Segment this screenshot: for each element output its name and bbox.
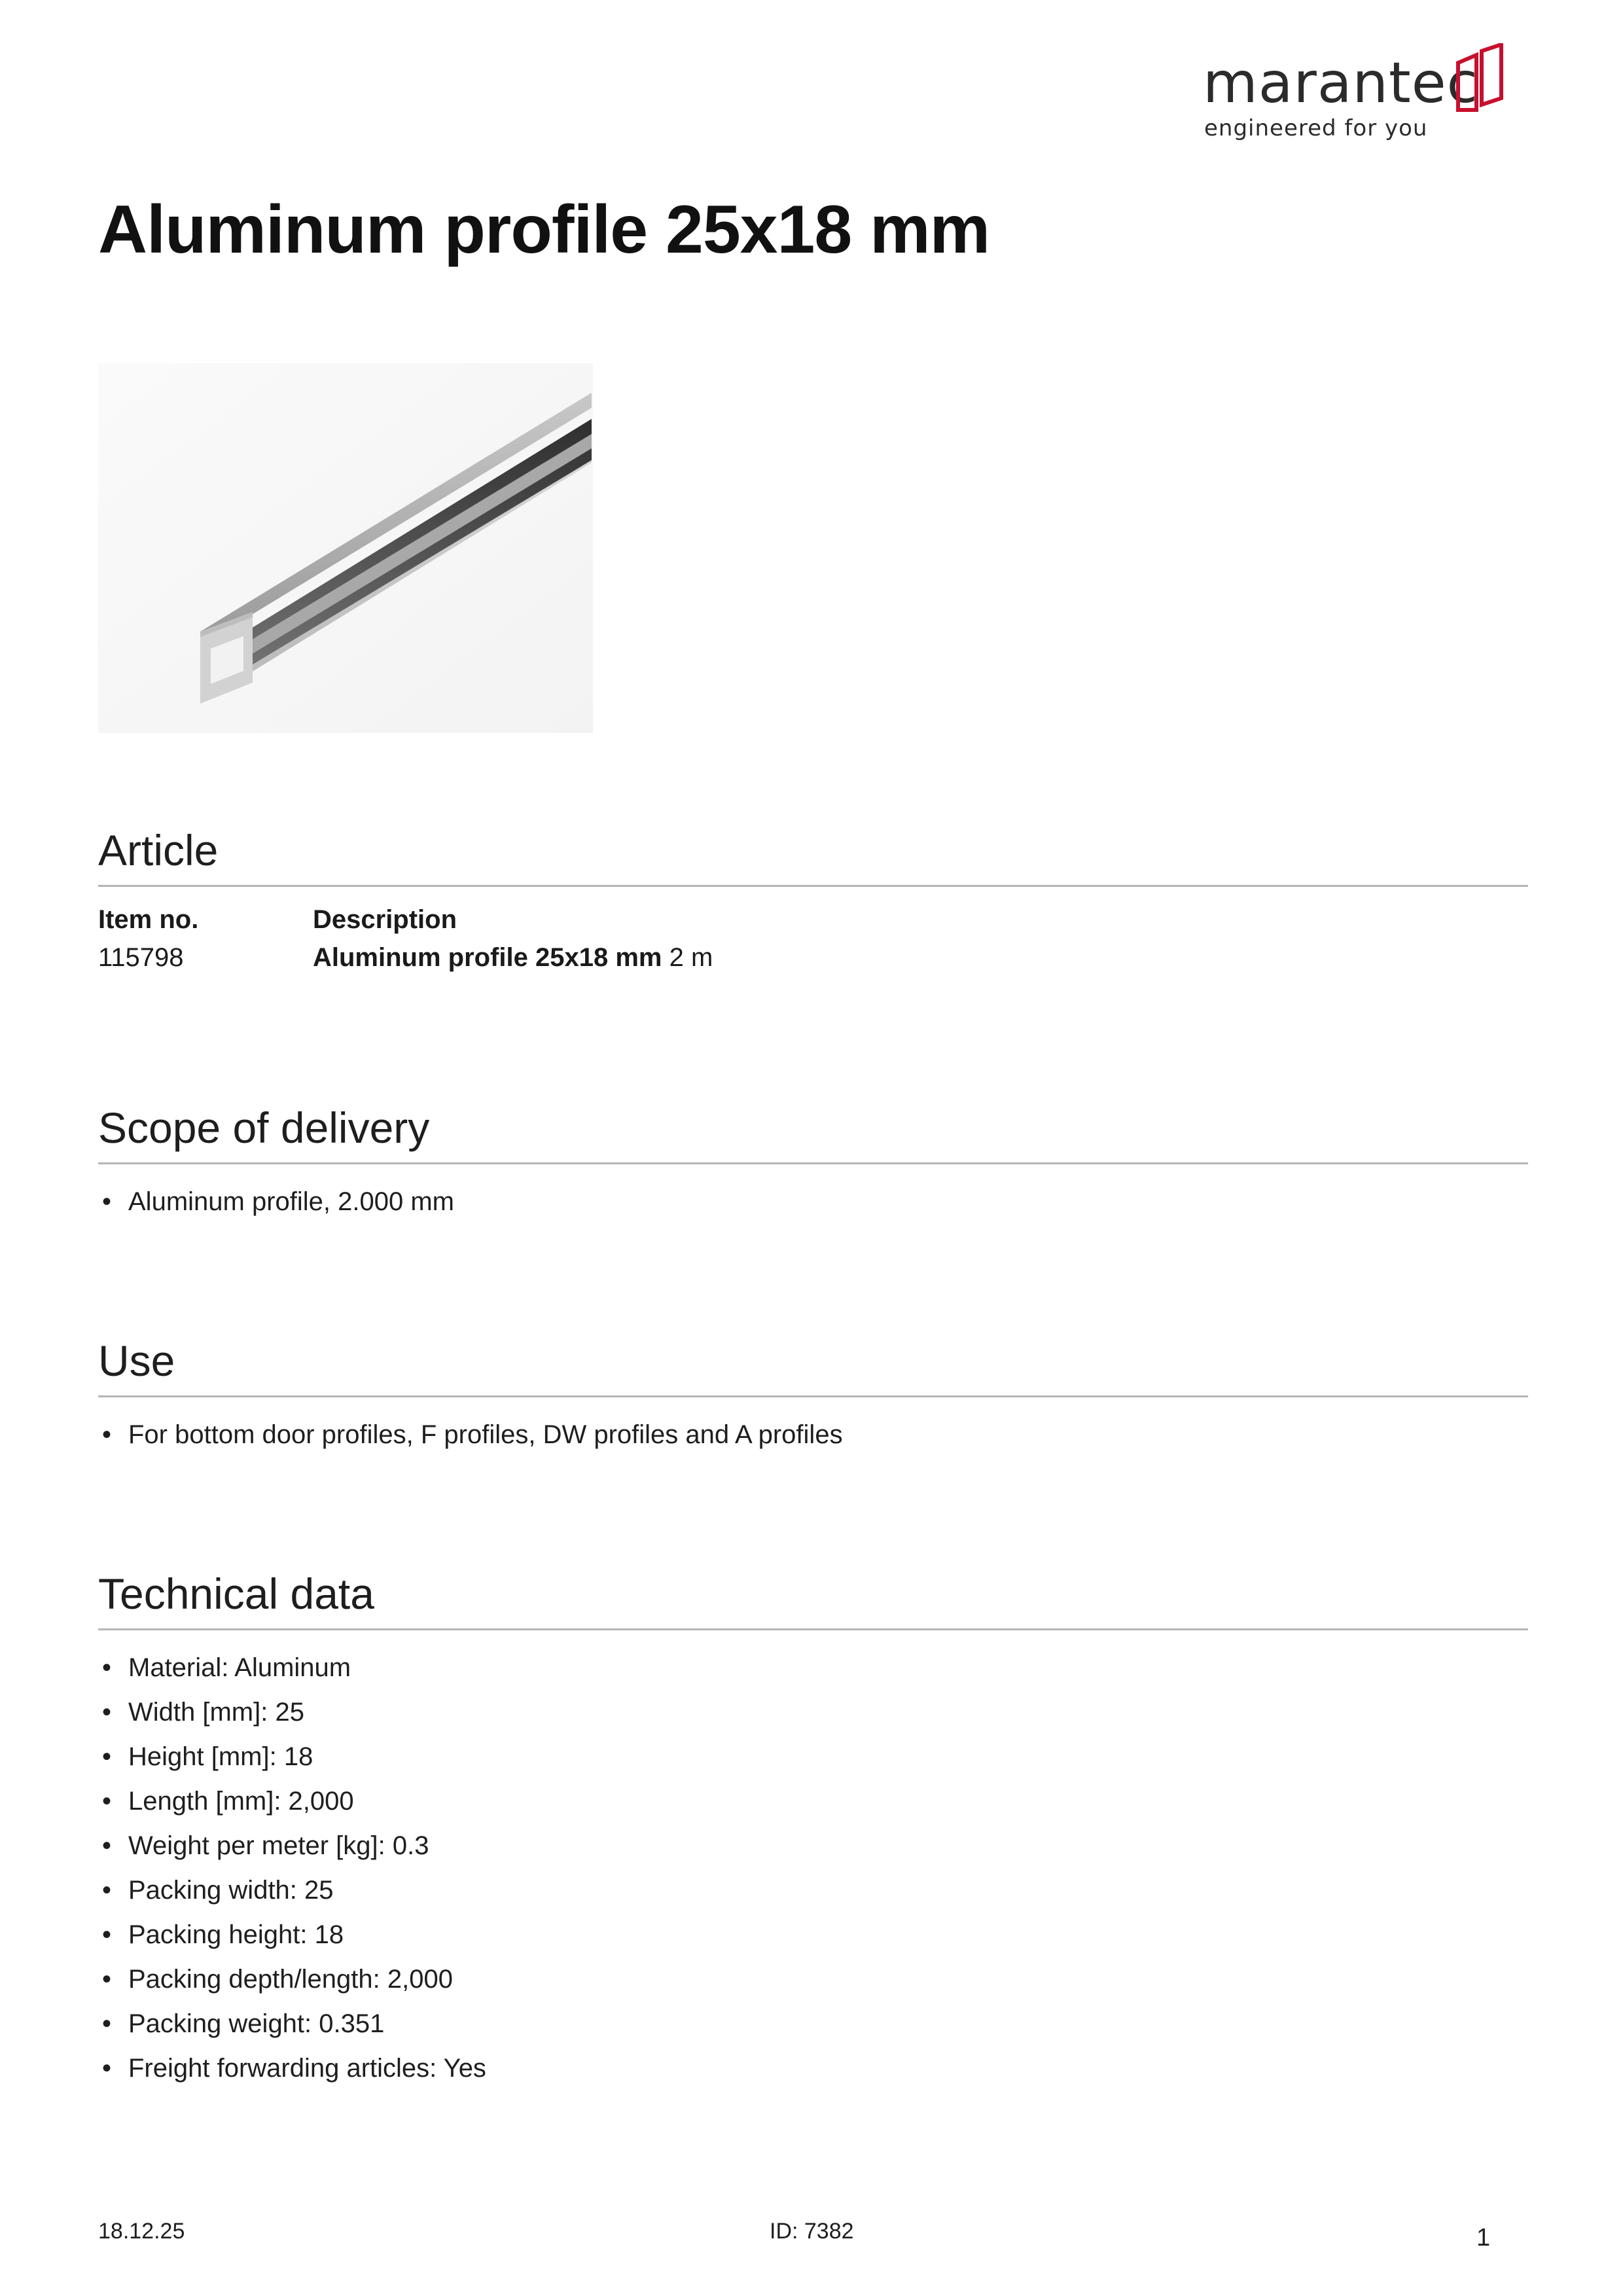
list-item-text: Packing height: 18 xyxy=(128,1920,344,1950)
brand-name: marantec xyxy=(1203,50,1478,116)
scope-list xyxy=(98,1180,1528,1225)
item-no-value: 115798 xyxy=(98,943,184,973)
list-item-text: Packing width: 25 xyxy=(128,1876,334,1905)
list-item-text: Height [mm]: 18 xyxy=(128,1742,313,1772)
bullet-icon: • xyxy=(102,1698,112,1727)
use-list xyxy=(98,1413,1528,1458)
technical-section xyxy=(98,1570,1528,2091)
brand-logo xyxy=(1203,43,1504,148)
list-item xyxy=(98,1869,1528,1913)
product-image xyxy=(98,363,593,733)
list-item xyxy=(98,1958,1528,2002)
bullet-icon: • xyxy=(102,1831,112,1861)
list-item xyxy=(98,2002,1528,2047)
list-item-text: Length [mm]: 2,000 xyxy=(128,1787,354,1816)
use-heading: Use xyxy=(98,1336,1528,1397)
list-item xyxy=(98,1913,1528,1958)
bullet-icon: • xyxy=(102,1876,112,1905)
list-item xyxy=(98,1691,1528,1735)
bullet-icon: • xyxy=(102,1420,112,1450)
list-item xyxy=(98,2047,1528,2091)
article-header-row xyxy=(98,901,1528,939)
article-heading: Article xyxy=(98,826,1528,887)
list-item-text: For bottom door profiles, F profiles, DW profiles and A profiles xyxy=(128,1420,843,1450)
list-item-text: Packing weight: 0.351 xyxy=(128,2009,385,2039)
bullet-icon: • xyxy=(102,1787,112,1816)
scope-heading: Scope of delivery xyxy=(98,1103,1528,1164)
list-item-text: Packing depth/length: 2,000 xyxy=(128,1965,453,1994)
use-section xyxy=(98,1336,1528,1458)
article-table xyxy=(98,901,1528,977)
page-number: 1 xyxy=(1476,2224,1491,2251)
footer-document-id: ID: 7382 xyxy=(770,2219,854,2244)
bullet-icon: • xyxy=(102,1653,112,1683)
brand-tagline: engineered for you xyxy=(1204,115,1428,141)
bullet-icon: • xyxy=(102,1965,112,1994)
bullet-icon: • xyxy=(102,1920,112,1950)
item-no-header: Item no. xyxy=(98,905,199,935)
list-item-text: Weight per meter [kg]: 0.3 xyxy=(128,1831,429,1861)
list-item xyxy=(98,1180,1528,1225)
list-item-text: Freight forwarding articles: Yes xyxy=(128,2054,486,2083)
page-title: Aluminum profile 25x18 mm xyxy=(98,192,990,268)
footer-date: 18.12.25 xyxy=(98,2219,185,2244)
article-row xyxy=(98,939,1528,977)
marantec-door-icon xyxy=(1454,43,1507,115)
list-item xyxy=(98,1824,1528,1869)
technical-heading: Technical data xyxy=(98,1570,1528,1630)
list-item-text: Material: Aluminum xyxy=(128,1653,351,1683)
list-item xyxy=(98,1780,1528,1824)
description-header: Description xyxy=(313,905,457,935)
list-item-text: Width [mm]: 25 xyxy=(128,1698,304,1727)
list-item xyxy=(98,1413,1528,1458)
list-item xyxy=(98,1646,1528,1691)
description-name: Aluminum profile 25x18 mm xyxy=(313,943,662,973)
technical-list xyxy=(98,1646,1528,2091)
article-section xyxy=(98,826,1528,977)
list-item xyxy=(98,1735,1528,1780)
bullet-icon: • xyxy=(102,2009,112,2039)
bullet-icon: • xyxy=(102,2054,112,2083)
scope-section xyxy=(98,1103,1528,1225)
bullet-icon: • xyxy=(102,1742,112,1772)
description-value xyxy=(313,943,1528,973)
description-length: 2 m xyxy=(669,943,713,973)
list-item-text: Aluminum profile, 2.000 mm xyxy=(128,1187,454,1217)
bullet-icon: • xyxy=(102,1187,112,1217)
